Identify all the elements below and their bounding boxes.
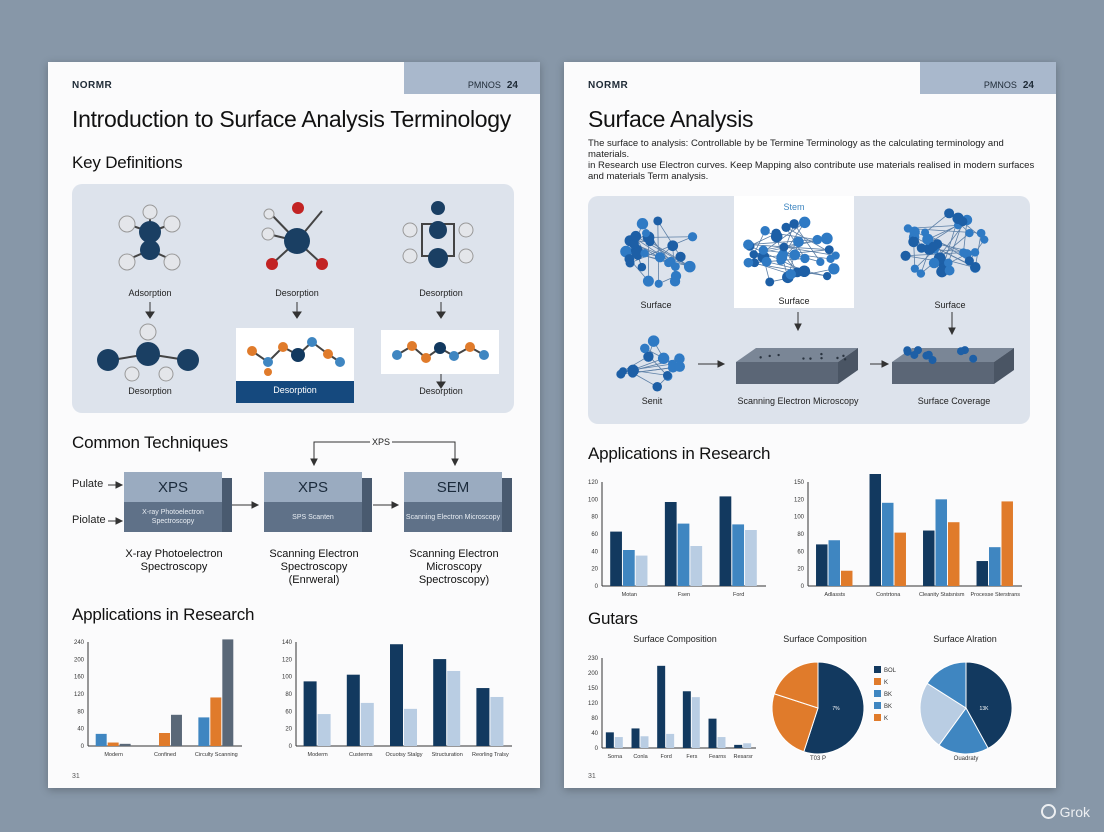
def-label-4: Desorption [128, 386, 172, 396]
bar-chart-5 [572, 650, 762, 766]
bar [433, 659, 446, 746]
atom [674, 353, 685, 364]
y-tick-label: 80 [797, 532, 804, 538]
surface-dot [768, 355, 770, 357]
bar [709, 719, 717, 748]
atom [688, 232, 697, 241]
atom [630, 231, 641, 242]
surface-dot [844, 358, 846, 360]
def-label-3: Desorption [419, 288, 463, 298]
page-number: PMNOS 24 [983, 80, 1034, 91]
y-tick-label: 120 [587, 701, 598, 707]
bar [120, 744, 131, 746]
surface-dot [802, 357, 804, 359]
atom [789, 219, 799, 229]
pie-bottom-label: T03 P [809, 756, 827, 762]
surface-dot [759, 356, 761, 358]
y-tick-label: 120 [73, 692, 84, 698]
bar [96, 734, 107, 746]
bar [198, 717, 209, 746]
atom [628, 368, 637, 377]
technique-label-1: X-ray Photoelectron Spectroscopy [125, 548, 223, 573]
x-tick-label: Moderm [307, 752, 328, 758]
bar [606, 732, 614, 748]
slab-front [892, 362, 994, 384]
bar [641, 736, 649, 748]
body-line: and materials Term analysis. [588, 171, 709, 182]
y-tick-label: 80 [591, 716, 598, 722]
technique-label-2: Scanning Electron Spectroscopy (Enrweral) [269, 548, 359, 586]
brand-label: NORMR [588, 80, 629, 91]
y-tick-label: 60 [285, 709, 292, 716]
atom [638, 263, 647, 272]
left-page [48, 62, 540, 788]
bar [615, 737, 623, 748]
input-label-2: Piolate [72, 514, 106, 526]
atom [799, 217, 810, 228]
box-subtitle: SPS Scanten [264, 502, 362, 532]
atom [643, 276, 654, 287]
y-tick-label: 40 [77, 726, 84, 733]
common-techniques-heading: Common Techniques [72, 433, 228, 452]
surface-panel [588, 196, 1030, 424]
x-tick-label: Motan [621, 592, 637, 598]
pie-bottom-label: Ouadraty [953, 756, 979, 762]
molecule-diagram [72, 184, 514, 413]
atom [781, 223, 790, 232]
atom [909, 226, 919, 236]
legend-swatch [874, 690, 881, 697]
bar [390, 644, 403, 746]
legend-swatch [874, 702, 881, 709]
def-label-2: Desorption [275, 288, 319, 298]
applications-heading: Applications in Research [588, 444, 771, 463]
x-tick-label: Confined [153, 752, 177, 758]
x-tick-label: Fearns [708, 754, 727, 760]
y-tick-label: 40 [591, 549, 598, 556]
bar [977, 561, 988, 586]
input-label-1: Pulate [72, 478, 104, 490]
y-tick-label: 120 [793, 497, 804, 504]
atom [816, 258, 824, 266]
atom [780, 243, 789, 252]
atom [684, 261, 696, 273]
pie-chart-2 [914, 652, 1018, 764]
bar [678, 524, 690, 586]
x-tick-label: Resarsr [733, 754, 753, 760]
technique-box-xps-2 [264, 472, 362, 532]
definitions-panel [72, 184, 514, 413]
bar [743, 743, 751, 748]
atom [971, 248, 979, 256]
box-subtitle: X-ray Photoelectron Spectroscopy [124, 502, 222, 532]
bar [108, 743, 119, 746]
y-tick-label: 20 [285, 726, 292, 733]
molecule-adsorption [119, 205, 180, 270]
atom [637, 218, 648, 229]
atom [653, 216, 662, 225]
atom [750, 250, 759, 259]
def-label-1: Adsorption [128, 288, 172, 298]
legend-label: BOL [884, 668, 897, 674]
bar [816, 544, 827, 586]
surface-dot [820, 357, 822, 359]
atom [825, 245, 834, 254]
surface-label-1: Surface [640, 300, 672, 310]
bar [490, 697, 503, 746]
x-tick-label: Ford [660, 754, 672, 760]
x-tick-label: Cleanity Statsnism [918, 592, 965, 598]
bar [894, 533, 905, 586]
bar [159, 733, 170, 746]
x-tick-label: Ford [733, 592, 745, 598]
body-line: in Research use Electron curves. Keep Mapping also contribute use materials realised in modern surfaces [588, 160, 1035, 171]
surface-dot [842, 355, 844, 357]
atom [945, 266, 955, 276]
atom [826, 255, 834, 263]
atom [642, 229, 650, 237]
bar [222, 639, 233, 746]
atom [743, 239, 753, 249]
atom [675, 252, 685, 262]
atom [759, 245, 768, 254]
legend-label: BK [884, 692, 893, 698]
grok-watermark [1041, 804, 1090, 820]
y-tick-label: 0 [800, 584, 804, 590]
x-tick-label: Fers [686, 754, 698, 760]
y-tick-label: 100 [281, 674, 292, 681]
bar [171, 715, 182, 746]
bar [666, 734, 674, 748]
bar [623, 550, 635, 586]
bar [636, 556, 648, 586]
bar [829, 540, 840, 586]
y-tick-label: 150 [793, 480, 804, 486]
bar [936, 499, 947, 586]
bar [948, 522, 959, 586]
atom [626, 258, 635, 267]
atom [616, 370, 625, 379]
adsorbed-atom [910, 351, 918, 359]
legend-swatch [874, 666, 881, 673]
y-tick-label: 200 [587, 671, 598, 677]
x-tick-label: Circulty Scanning [194, 752, 238, 758]
technique-box-xps [124, 472, 222, 532]
atom [800, 254, 809, 263]
y-tick-label: 120 [587, 480, 598, 486]
stem-label: Stem [783, 202, 805, 212]
bar [989, 547, 1000, 586]
applications-heading: Applications in Research [72, 605, 255, 624]
bar [447, 671, 460, 746]
y-tick-label: 120 [281, 657, 292, 664]
legend-swatch [874, 714, 881, 721]
y-tick-label: 40 [591, 731, 598, 737]
atom [980, 236, 988, 244]
bottom-label-3: Surface Coverage [917, 396, 991, 406]
bar [404, 709, 417, 746]
y-tick-label: 0 [80, 744, 84, 750]
slab-top [736, 348, 858, 362]
y-tick-label: 0 [594, 584, 598, 590]
bar [923, 531, 934, 586]
bar [476, 688, 489, 746]
atom [645, 351, 654, 360]
y-tick-label: 100 [587, 497, 598, 504]
atom [908, 236, 919, 247]
atom [652, 382, 662, 392]
graphs-heading: Gutars [588, 609, 638, 628]
y-tick-label: 240 [73, 640, 84, 646]
atom [917, 269, 925, 277]
box-subtitle: Scanning Electron Microscopy [404, 502, 502, 532]
def-label-5: Desorption [273, 385, 317, 395]
y-tick-label: 80 [591, 514, 598, 521]
bar [610, 532, 622, 586]
atom [760, 226, 769, 235]
x-tick-label: Processe Sterstrans [970, 592, 1021, 598]
bar [657, 666, 665, 748]
x-tick-label: Modern [104, 752, 123, 758]
bar-chart-4 [778, 474, 1028, 604]
bar-chart-2 [266, 634, 518, 764]
atom [965, 256, 974, 265]
graph-title-3: Surface Alration [933, 634, 997, 644]
technique-label-3: Scanning Electron Microscopy Spectroscopy) [409, 548, 499, 586]
graph-title-2: Surface Composition [783, 634, 867, 644]
legend-swatch [874, 678, 881, 685]
atom [771, 231, 783, 243]
x-tick-label: Structuration [431, 752, 463, 758]
atom [917, 243, 926, 252]
atom [928, 242, 938, 252]
y-tick-label: 60 [591, 532, 598, 538]
pie-chart-1 [770, 652, 916, 764]
atom [776, 252, 787, 263]
right-page [564, 62, 1056, 788]
y-tick-label: 20 [797, 566, 804, 573]
technique-box-sem [404, 472, 502, 532]
atom [959, 248, 967, 256]
surface-dot [836, 357, 838, 359]
adsorbed-atom [969, 355, 977, 363]
bar [665, 502, 677, 586]
atom [786, 269, 796, 279]
bar-chart-1 [58, 634, 248, 764]
y-tick-label: 200 [73, 657, 84, 664]
y-tick-label: 0 [288, 744, 292, 750]
bar [1001, 501, 1012, 586]
y-tick-label: 160 [73, 674, 84, 681]
page-title: Surface Analysis [588, 106, 754, 132]
adsorbed-atom [903, 346, 911, 354]
bar [692, 697, 700, 748]
arrow-label: XPS [372, 437, 391, 447]
x-tick-label: Fsen [677, 592, 691, 598]
molecule-desorption-2 [403, 201, 473, 268]
atom [667, 240, 678, 251]
bar [318, 714, 331, 746]
x-tick-label: Conla [633, 754, 648, 760]
surface-label-3: Surface [934, 300, 966, 310]
x-tick-label: Custerms [349, 752, 373, 758]
x-tick-label: Reorling Tralsy [472, 752, 509, 758]
surface-dot [820, 353, 822, 355]
body-line: The surface to analysis: Controllable by be Termine Terminology as the calculating terminology and materials. [588, 138, 1004, 160]
legend-label: BK [884, 704, 893, 710]
box-title: XPS [124, 472, 222, 502]
surface-dot [809, 357, 811, 359]
surface-label-2: Surface [778, 296, 810, 306]
bond [649, 237, 693, 238]
bottom-label-1: Senit [641, 396, 663, 406]
y-tick-label: 60 [797, 549, 804, 556]
legend-label: K [884, 716, 889, 722]
atom [663, 371, 672, 380]
footer: 31 [588, 773, 596, 780]
x-tick-label: Adlassts [824, 592, 846, 598]
atom [640, 249, 648, 257]
atom [765, 277, 774, 286]
atom [828, 263, 839, 274]
molecule-desorption-1 [262, 202, 328, 270]
grok-logo-icon [1041, 804, 1056, 819]
y-tick-label: 0 [594, 746, 598, 752]
cluster-diagram [588, 196, 1030, 424]
atom [965, 229, 973, 237]
bar [870, 474, 881, 586]
atom [958, 217, 967, 226]
bar-chart-3 [572, 474, 772, 604]
atom [944, 208, 954, 218]
adsorbed-atom [957, 347, 965, 355]
atom [813, 235, 823, 245]
atom [664, 259, 673, 268]
atom [658, 353, 669, 364]
page-title: Introduction to Surface Analysis Terminology [72, 106, 511, 132]
bar [683, 691, 691, 748]
bar [718, 737, 726, 748]
watermark-text: Grok [1059, 804, 1090, 820]
surface-dot [777, 354, 779, 356]
y-tick-label: 20 [591, 566, 598, 573]
x-tick-label: Sorna [607, 754, 623, 760]
bar [745, 530, 757, 586]
y-tick-label: 80 [285, 692, 292, 698]
atom [655, 280, 663, 288]
bottom-label-2: Scanning Electron Microscopy [737, 396, 859, 406]
x-tick-label: Ocuotsy Stalgy [385, 752, 423, 758]
bar [361, 703, 374, 746]
def-label-6: Desorption [419, 386, 463, 396]
x-tick-label: Contrtona [876, 592, 901, 598]
body-paragraph [588, 138, 1038, 182]
box-title: SEM [404, 472, 502, 502]
atom [901, 251, 911, 261]
y-tick-label: 80 [77, 709, 84, 716]
atom [793, 237, 804, 248]
footer: 31 [72, 773, 80, 780]
molecule-desorption-3 [97, 324, 199, 381]
atom [762, 257, 772, 267]
brand-label: NORMR [72, 80, 113, 91]
atom [789, 250, 800, 261]
bar [841, 571, 852, 586]
slab-front [736, 362, 838, 384]
bar [210, 697, 221, 746]
bar [882, 503, 893, 586]
atom [821, 233, 833, 245]
atom [671, 271, 681, 281]
page-number: PMNOS 24 [467, 80, 518, 91]
adsorbed-atom [925, 351, 933, 359]
y-tick-label: 100 [793, 514, 804, 521]
atom [655, 252, 665, 262]
bar [347, 675, 360, 746]
slice-label: 7% [832, 706, 840, 712]
slice-label: 13K [979, 706, 989, 712]
bar [632, 728, 640, 748]
bar [720, 496, 732, 586]
atom [799, 265, 811, 277]
box-title: XPS [264, 472, 362, 502]
graph-title-1: Surface Composition [633, 634, 717, 644]
bar [690, 546, 702, 586]
legend-label: K [884, 680, 889, 686]
bar [304, 681, 317, 746]
atom [823, 272, 831, 280]
y-tick-label: 150 [587, 686, 598, 692]
atom [744, 258, 754, 268]
atom [648, 335, 659, 346]
y-tick-label: 230 [587, 656, 598, 662]
atom [929, 258, 939, 268]
key-definitions-heading: Key Definitions [72, 153, 183, 172]
y-tick-label: 140 [281, 640, 292, 646]
bar [732, 524, 744, 586]
bar [734, 745, 742, 748]
